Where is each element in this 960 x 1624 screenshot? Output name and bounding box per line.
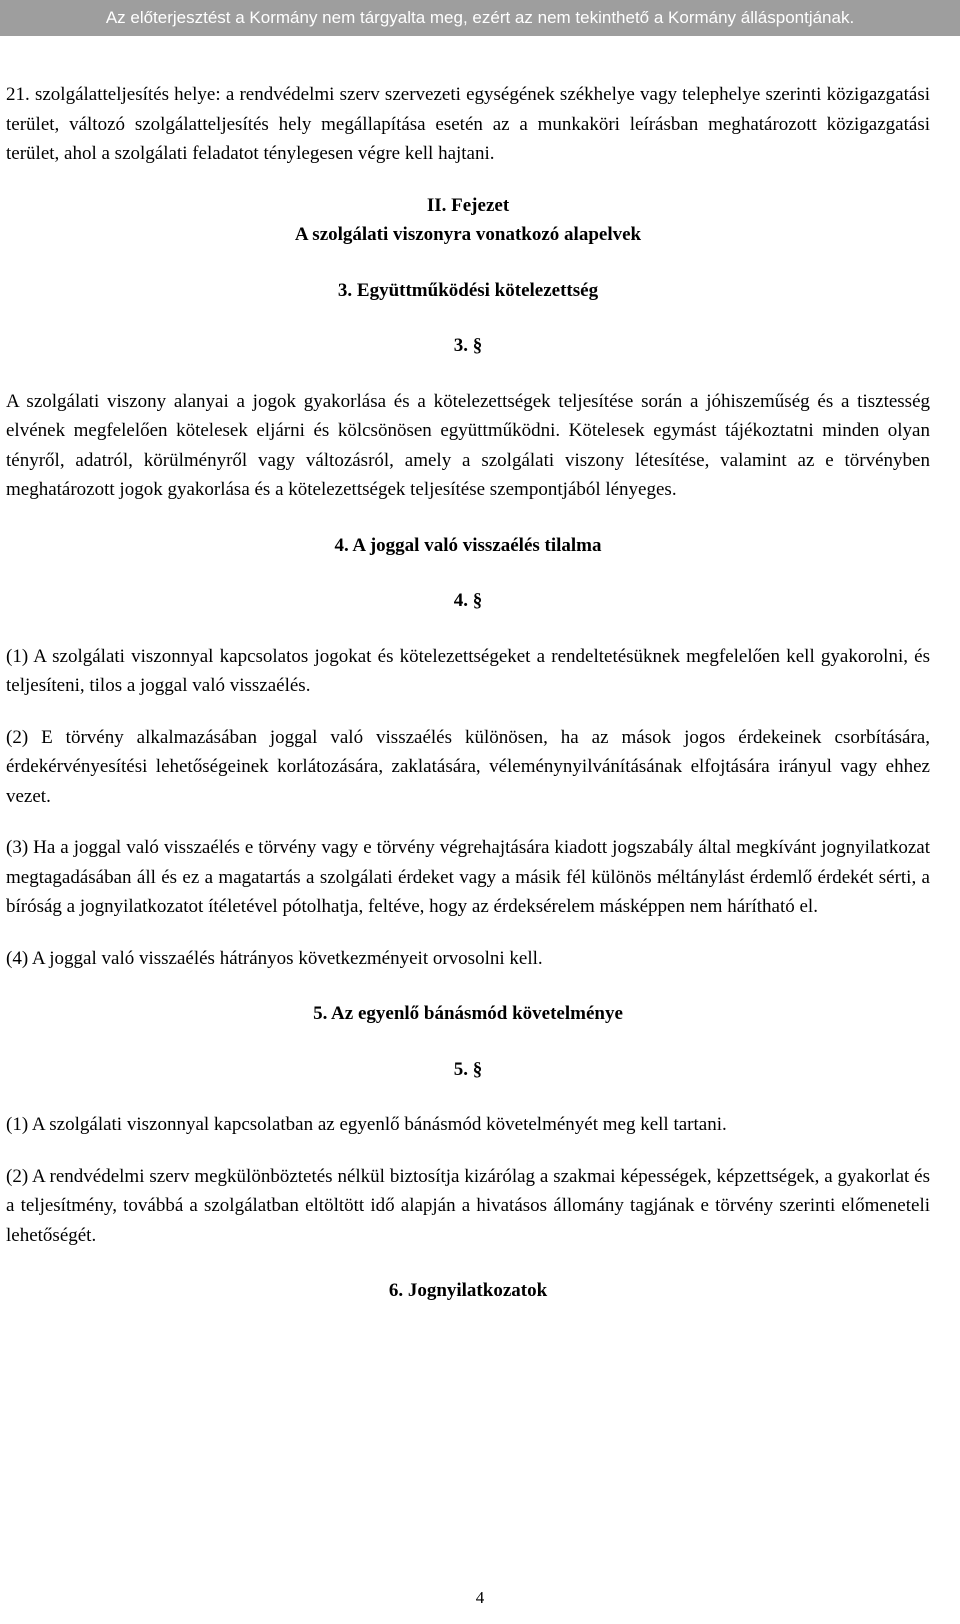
subtitle-6-heading: 6. Jognyilatkozatok — [388, 1280, 548, 1301]
page-number: 4 — [475, 1588, 485, 1607]
subtitle-5-heading: 5. Az egyenlő bánásmód követelménye — [313, 1003, 623, 1024]
chapter-title: A szolgálati viszonyra vonatkozó alapelvek — [294, 224, 642, 245]
disclaimer-banner: Az előterjesztést a Kormány nem tárgyalta meg, ezért az nem tekinthető a Kormány álláspontjának. — [0, 0, 960, 36]
section-5-paragraph-2: (2) A rendvédelmi szerv megkülönböztetés nélkül biztosítja kizárólag a szakmai képességek, képzettségek, a gyakorlat és a teljesítmény, továbbá a szolgálatban eltöltött idő alapján a hivatásos állomány tagjának e törvény szerinti előmeneteli lehetőségét. — [6, 1165, 930, 1246]
section-4-paragraph-2: (2) E törvény alkalmazásában joggal való visszaélés különösen, ha az mások jogos érdekeinek csorbítására, érdekérvényesítési lehetőségeinek korlátozására, zaklatására, véleménynyilvánításának elfojtására irányul vagy ehhez vezet. — [6, 726, 930, 807]
section-5-sign: 5. § — [453, 1058, 483, 1080]
section-4-paragraph-4: (4) A joggal való visszaélés hátrányos következményeit orvosolni kell. — [6, 947, 543, 969]
section-3-sign: 3. § — [453, 335, 483, 356]
section-4-paragraph-3: (3) Ha a joggal való visszaélés e törvény vagy e törvény végrehajtására kiadott jogszabály által megkívánt jognyilatkozat megtagadásában áll és ez a magatartás a szolgálati érdeket vagy a másik fél különös méltánylást érdemlő érdekét sérti, a bíróság a jognyilatkozatot ítéletével pótolhatja, feltéve, hogy az érdeksérelem másképpen nem hárítható el. — [6, 837, 930, 917]
document-body — [6, 80, 930, 1306]
section-3-paragraph: A szolgálati viszony alanyai a jogok gyakorlása és a kötelezettségek teljesítése során a jóhiszeműség és a tisztesség elvének megfelelően kötelesek eljárni és kölcsönösen együttműködni. Kötelesek egymást tájékoztatni minden olyan tényről, adatról, körülményről vagy változásról, amely a szolgálati viszony létesítése, valamint az e törvényben meghatározott jogok gyakorlása és a kötelezettségek teljesítése szempontjából lényeges. — [6, 390, 930, 500]
subtitle-3-heading: 3. Együttműködési kötelezettség — [337, 279, 599, 301]
section-4-paragraph-1: (1) A szolgálati viszonnyal kapcsolatos jogokat és kötelezettségeket a rendeltetésüknek megfelelően kell gyakorolni, és teljesíteni, tilos a joggal való visszaélés. — [6, 645, 930, 696]
section-5-paragraph-1: (1) A szolgálati viszonnyal kapcsolatban az egyenlő bánásmód követelményét meg kell tartani. — [6, 1114, 727, 1135]
section-4-sign: 4. § — [453, 590, 483, 611]
subtitle-4-heading: 4. A joggal való visszaélés tilalma — [334, 534, 602, 556]
chapter-heading: II. Fejezet — [426, 194, 510, 216]
definition-21-paragraph: 21. szolgálatteljesítés helye: a rendvédelmi szerv szervezeti egységének székhelye vagy telephelye szerinti közigazgatási terület, változó szolgálatteljesítés hely megállapítása esetén az a munkaköri leírásban meghatározott közigazgatási terület, ahol a szolgálati feladatot ténylegesen végre kell hajtani. — [6, 84, 930, 164]
